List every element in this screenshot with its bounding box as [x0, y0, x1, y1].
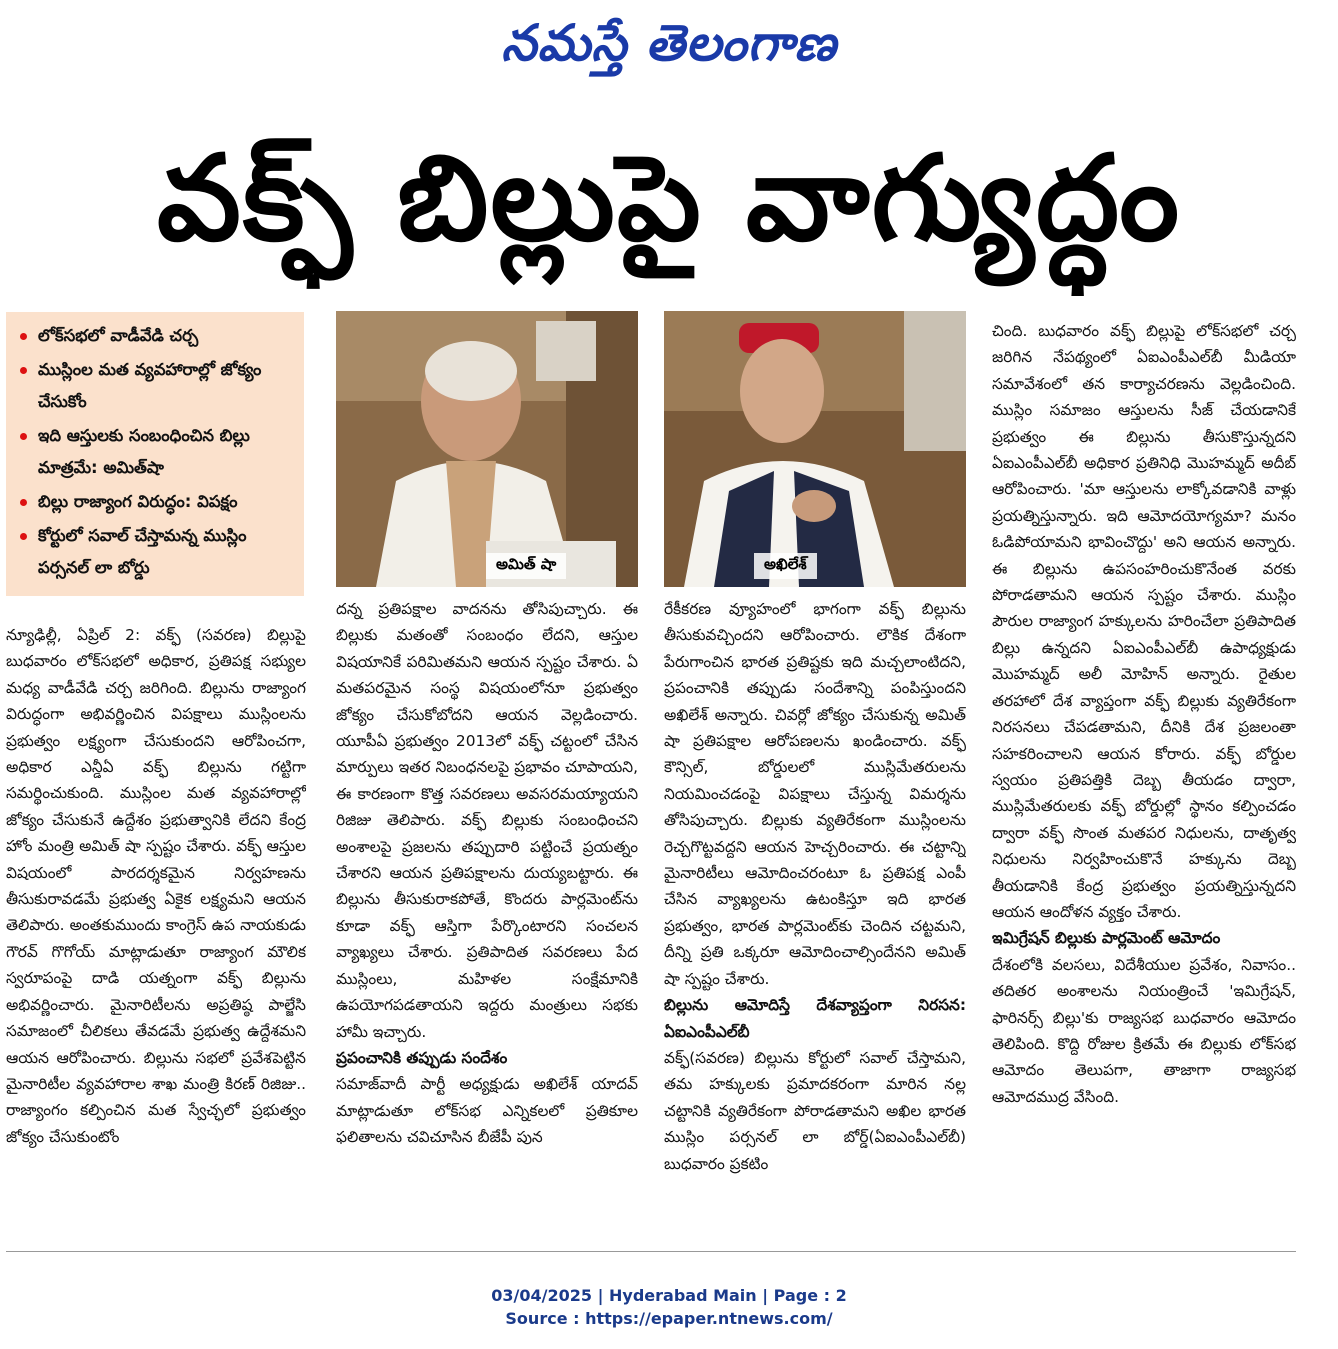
- article-body: వక్ఫ్(సవరణ) బిల్లును కోర్టులో సవాల్ చేస్తామని, తమ హక్కులకు ప్రమాదకరంగా మారిన నల్ల చట్టానికి వ్యతిరేకంగా పోరాడతామని అఖిల భారత ముస్లిం పర్సనల్ లా బోర్డ్(ఏఐఎంపీఎల్‌బీ) బుధవారం ప్రకటిం: [664, 1048, 966, 1173]
- photo-amit-shah: [336, 311, 638, 587]
- photo-caption: అఖిలేశ్: [754, 553, 817, 579]
- article-body: న్యూఢిల్లీ, ఏప్రిల్ 2: వక్ఫ్ (సవరణ) బిల్లుపై బుధవారం లోక్‌సభలో అధికార, ప్రతిపక్ష సభ్యుల మధ్య వాడీవేడి చర్చ జరిగింది. బిల్లును రాజ్యాంగ విరుద్ధంగా అభివర్ణించిన విపక్షాలు ముస్లింలను ప్రభుత్వం లక్ష్యంగా చేసుకుందని ఆరోపించగా, అధికార ఎన్డీఏ వక్ఫ్ బిల్లును గట్టిగా సమర్థించుకుంది. ముస్లింల మత వ్యవహారాల్లో జోక్యం చేసుకునే ఉద్దేశం ప్రభుత్వానికి లేదని కేంద్ర హోం మంత్రి అమిత్ షా స్పష్టం చేశారు. వక్ఫ్ ఆస్తుల విషయంలో పారదర్శకమైన నిర్వహణను తీసుకురావడమే ప్రభుత్వ ఏకైక లక్ష్యమని ఆయన తెలిపారు. అంతకుముందు కాంగ్రెస్ ఉప నాయకుడు గౌరవ్ గొగోయ్ మాట్లాడుతూ రాజ్యాంగ మౌలిక స్వరూపంపై దాడి యత్నంగా వక్ఫ్ బిల్లును అభివర్ణించారు. మైనారిటీలను అప్రతిష్ఠ పాల్జేసి సమాజంలో చీలికలు తేవడమే ప్రభుత్వ ఉద్దేశమని ఆయన ఆరోపించారు. బిల్లును సభలో ప్రవేశపెట్టిన మైనారిటీల వ్యవహారాల శాఖ మంత్రి కిరణ్ రిజిజు.. రాజ్యాంగం కల్పించిన మత స్వేచ్ఛలో ప్రభుత్వం జోక్యం చేసుకుంటోం: [6, 626, 306, 1146]
- edition-info: 03/04/2025 | Hyderabad Main | Page : 2: [491, 1286, 847, 1305]
- page-footer: [0, 1284, 1338, 1330]
- article-body: దన్న ప్రతిపక్షాల వాదనను తోసిపుచ్చారు. ఈ బిల్లుకు మతంతో సంబంధం లేదని, ఆస్తుల విషయానికే పరిమితమని ఆయన స్పష్టం చేశారు. ఏ మతపరమైన సంస్థ విషయంలోనూ ప్రభుత్వం జోక్యం చేసుకోబోదని ఆయన వెల్లడించారు. యూపీఏ ప్రభుత్వం 2013లో వక్ఫ్ చట్టంలో చేసిన మార్పులు ఇతర నిబంధనలపై ప్రభావం చూపాయని, ఈ కారణంగా కొత్త సవరణలు అవసరమయ్యాయని రిజిజు తెలిపారు. వక్ఫ్ బిల్లుకు సంబంధించని అంశాలపై ప్రజలను తప్పుదారి పట్టించే ప్రయత్నం చేశారని ఆయన ప్రతిపక్షాలను దుయ్యబట్టారు. ఈ బిల్లును తీసుకురాకపోతే, కొందరు పార్లమెంట్‌ను కూడా వక్ఫ్ ఆస్తిగా పేర్కొంటారని సంచలన వ్యాఖ్యలు చేశారు. ప్రతిపాదిత సవరణలు పేద ముస్లింలు, మహిళల సంక్షేమానికి ఉపయోగపడతాయని ఇద్దరు మంత్రులు సభకు హామీ ఇచ్చారు.: [336, 600, 638, 1041]
- photo-akhilesh: [664, 311, 966, 587]
- highlight-item: ముస్లింల మత వ్యవహారాల్లో జోక్యం చేసుకోం: [20, 354, 296, 418]
- footer-divider: [6, 1251, 1296, 1252]
- highlight-item: కోర్టులో సవాల్ చేస్తామన్న ముస్లిం పర్సనల్ లా బోర్డు: [20, 520, 296, 584]
- newspaper-masthead: నమస్తే తెలంగాణ: [501, 14, 837, 72]
- article-column-4: [992, 318, 1296, 1244]
- article-column-3: [664, 596, 966, 1244]
- subheading: ఇమిగ్రేషన్ బిల్లుకు పార్లమెంట్ ఆమోదం: [992, 929, 1221, 948]
- bullet-icon: [20, 333, 27, 340]
- headline: వక్ఫ్ బిల్లుపై వాగ్యుద్ధం: [156, 129, 1182, 267]
- photo-caption: అమిత్ షా: [486, 553, 566, 579]
- source-link[interactable]: Source : https://epaper.ntnews.com/: [505, 1309, 833, 1328]
- highlights-box: [6, 312, 304, 596]
- bullet-icon: [20, 367, 27, 374]
- article-body: చింది. బుధవారం వక్ఫ్ బిల్లుపై లోక్‌సభలో చర్చ జరిగిన నేపథ్యంలో ఏఐఎంపీఎల్‌బీ మీడియా సమావేశంలో తన కార్యాచరణను వెల్లడించింది. ముస్లిం సమాజం ఆస్తులను సీజ్ చేయడానికే ప్రభుత్వం ఈ బిల్లును తీసుకొస్తున్నదని ఏఐఎంపీఎల్‌బీ అధికార ప్రతినిధి మొహమ్మద్ అదీబ్ ఆరోపించారు. 'మా ఆస్తులను లాక్కోవడానికి వాళ్లు ప్రయత్నిస్తున్నారు. ఇది ఆమోదయోగ్యమా? మనం ఓడిపోయామని భావించొద్దు' అని ఆయన అన్నారు. ఈ బిల్లును ఉపసంహరించుకొనేంత వరకు పోరాడతామని ఆయన స్పష్టం చేశారు. ముస్లిం పౌరుల రాజ్యాంగ హక్కులను హరించేలా ప్రతిపాదిత బిల్లు ఉన్నదని ఏఐఎంపీఎల్‌బీ ఉపాధ్యక్షుడు మొహమ్మద్ అలీ మోహిన్ అన్నారు. రైతుల తరహాలో దేశ వ్యాప్తంగా వక్ఫ్ బిల్లుకు వ్యతిరేకంగా నిరసనలు చేపడతామని, దీనికి దేశ ప్రజలంతా సహకరించాలని ఆయన కోరారు. వక్ఫ్ బోర్డుల స్వయం ప్రతిపత్తికి దెబ్బ తీయడం ద్వారా, ముస్లిమేతరులకు వక్ఫ్ బోర్డుల్లో స్థానం కల్పించడం ద్వారా వక్ఫ్ సొంత మతపర నిధులను, దాతృత్వ నిధులను నిర్వహించుకొనే హక్కును దెబ్బ తీయడానికి కేంద్ర ప్రభుత్వం ప్రయత్నిస్తున్నదని ఆయన ఆందోళన వ్యక్తం చేశారు.: [992, 322, 1296, 921]
- bullet-icon: [20, 499, 27, 506]
- subheading: బిల్లును ఆమోదిస్తే దేశవ్యాప్తంగా నిరసన: ఏఐఎంపీఎల్‌బీ: [664, 996, 966, 1041]
- highlight-item: బిల్లు రాజ్యాంగ విరుద్ధం: విపక్షం: [20, 486, 296, 518]
- article-body: దేశంలోకి వలసలు, విదేశీయుల ప్రవేశం, నివాసం.. తదితర అంశాలను నియంత్రించే 'ఇమిగ్రేషన్, ఫారినర్స్ బిల్లు'కు రాజ్యసభ బుధవారం ఆమోదం తెలిపింది. కొద్ది రోజుల క్రితమే ఈ బిల్లుకు లోక్‌సభ ఆమోదం తెలుపగా, తాజాగా రాజ్యసభ ఆమోదముద్ర వేసింది.: [992, 955, 1296, 1106]
- highlight-item: లోక్‌సభలో వాడీవేడి చర్చ: [20, 320, 296, 352]
- article-column-2: [336, 596, 638, 1244]
- bullet-icon: [20, 433, 27, 440]
- article-body: రేకీకరణ వ్యూహంలో భాగంగా వక్ఫ్ బిల్లును తీసుకువచ్చిందని ఆరోపించారు. లౌకిక దేశంగా పేరుగాంచిన భారత ప్రతిష్టకు ఇది మచ్చలాంటిదని, ప్రపంచానికి తప్పుడు సందేశాన్ని పంపిస్తుందని అఖిలేశ్ అన్నారు. చివర్లో జోక్యం చేసుకున్న అమిత్ షా ప్రతిపక్షాల ఆరోపణలను ఖండించారు. వక్ఫ్ కౌన్సిల్, బోర్డులలో ముస్లిమేతరులను నియమించడంపై విపక్షాలు చేస్తున్న విమర్శను తోసిపుచ్చారు. బిల్లుకు వ్యతిరేకంగా ముస్లింలను రెచ్చగొట్టవద్దని ఆయన హెచ్చరించారు. ఈ చట్టాన్ని మైనారిటీలు ఆమోదించరంటూ ఓ ప్రతిపక్ష ఎంపీ చేసిన వ్యాఖ్యలను ఉటంకిస్తూ ఇది భారత ప్రభుత్వం, భారత పార్లమెంట్‌కు చెందిన చట్టమని, దీన్ని ప్రతి ఒక్కరూ ఆమోదించాల్సిందేనని అమిత్ షా స్పష్టం చేశారు.: [664, 600, 966, 988]
- photo-amit-shah-image: [336, 311, 638, 587]
- article-body: సమాజ్‌వాదీ పార్టీ అధ్యక్షుడు అఖిలేశ్ యాదవ్ మాట్లాడుతూ లోక్‌సభ ఎన్నికలలో ప్రతికూల ఫలితాలను చవిచూసిన బీజేపీ పున: [336, 1075, 638, 1147]
- article-column-1: [6, 622, 306, 1244]
- photo-akhilesh-image: [664, 311, 966, 587]
- subheading: ప్రపంచానికి తప్పుడు సందేశం: [336, 1048, 508, 1067]
- bullet-icon: [20, 533, 27, 540]
- highlight-item: ఇది ఆస్తులకు సంబంధించిన బిల్లు మాత్రమే: అమిత్‌షా: [20, 420, 296, 484]
